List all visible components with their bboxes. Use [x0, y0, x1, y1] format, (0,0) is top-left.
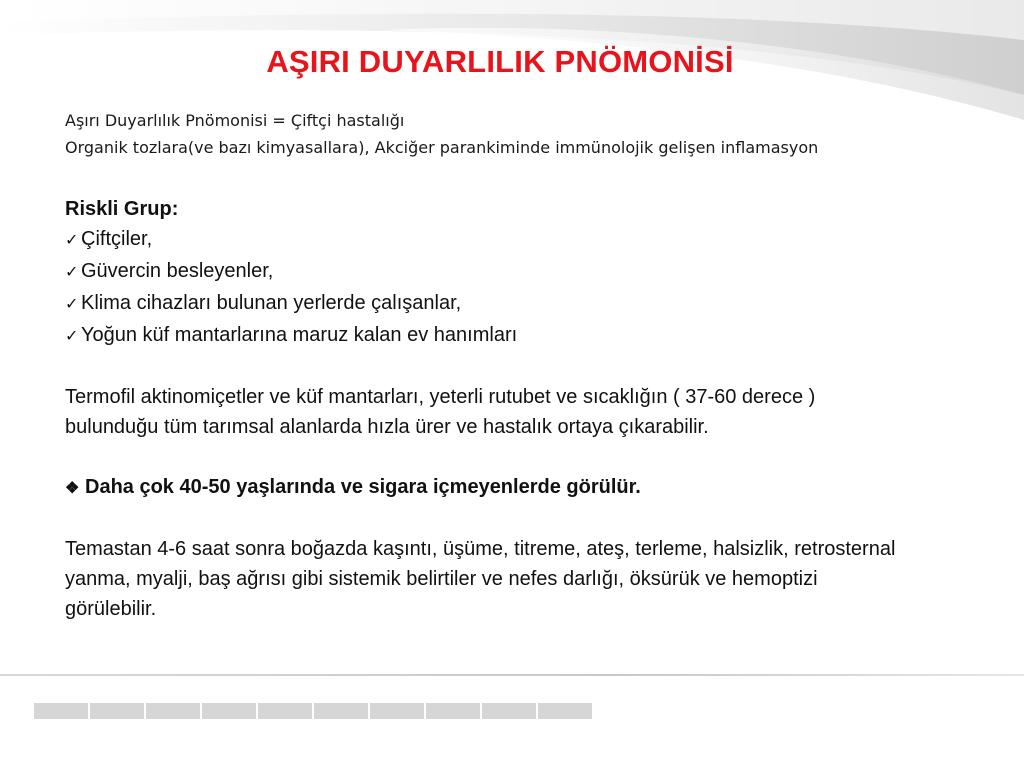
footer-segment: [482, 703, 536, 719]
footer-segment: [202, 703, 256, 719]
footer-segment: [538, 703, 592, 719]
footer-segment: [314, 703, 368, 719]
risk-list: [65, 224, 965, 352]
footer-segment: [370, 703, 424, 719]
list-item-label: Yoğun küf mantarlarına maruz kalan ev hanımları: [81, 324, 518, 346]
check-icon: ✓: [65, 328, 79, 345]
paragraph-symptoms: Temastan 4-6 saat sonra boğazda kaşıntı, üşüme, titreme, ateş, terleme, halsizlik, retrosternal yanma, myalji, baş ağrısı gibi sistemik belirtiler ve nefes darlığı, öksürük ve hemoptizi görülebilir.: [65, 538, 896, 620]
risk-heading: Riskli Grup:: [65, 198, 179, 220]
diamond-bullet-icon: ❖: [65, 480, 80, 497]
intro-line-1: Aşırı Duyarlılık Pnömonisi = Çiftçi hastalığı: [65, 111, 405, 130]
list-item: [65, 320, 965, 352]
footer-segment: [426, 703, 480, 719]
paragraph-termofil: Termofil aktinomiçetler ve küf mantarları, yeterli rutubet ve sıcaklığın ( 37-60 derece ) bulunduğu tüm tarımsal alanlarda hızla ürer ve hastalık ortaya çıkarabilir.: [65, 386, 816, 438]
body: [65, 161, 965, 624]
content: [65, 107, 965, 624]
footer-segment: [258, 703, 312, 719]
check-icon: ✓: [65, 264, 79, 281]
footer-segment: [90, 703, 144, 719]
footer-segment: [34, 703, 88, 719]
highlight-text: Daha çok 40-50 yaşlarında ve sigara içmeyenlerde görülür.: [85, 476, 641, 498]
intro-block: [65, 107, 965, 161]
list-item-label: Klima cihazları bulunan yerlerde çalışanlar,: [81, 292, 462, 314]
footer-divider: [0, 674, 1024, 676]
footer-bar: [34, 703, 594, 719]
list-item-label: Güvercin besleyenler,: [81, 260, 274, 282]
intro-line-2: Organik tozlara(ve bazı kimyasallara), Akciğer parankiminde immünolojik gelişen inflamasyon: [65, 138, 819, 157]
list-item-label: Çiftçiler,: [81, 228, 153, 250]
list-item: [65, 256, 965, 288]
highlight-line: [65, 472, 965, 504]
footer-segment: [146, 703, 200, 719]
list-item: [65, 224, 965, 256]
list-item: [65, 288, 965, 320]
page-title: AŞIRI DUYARLILIK PNÖMONİSİ: [266, 44, 734, 79]
check-icon: ✓: [65, 296, 79, 313]
check-icon: ✓: [65, 232, 79, 249]
